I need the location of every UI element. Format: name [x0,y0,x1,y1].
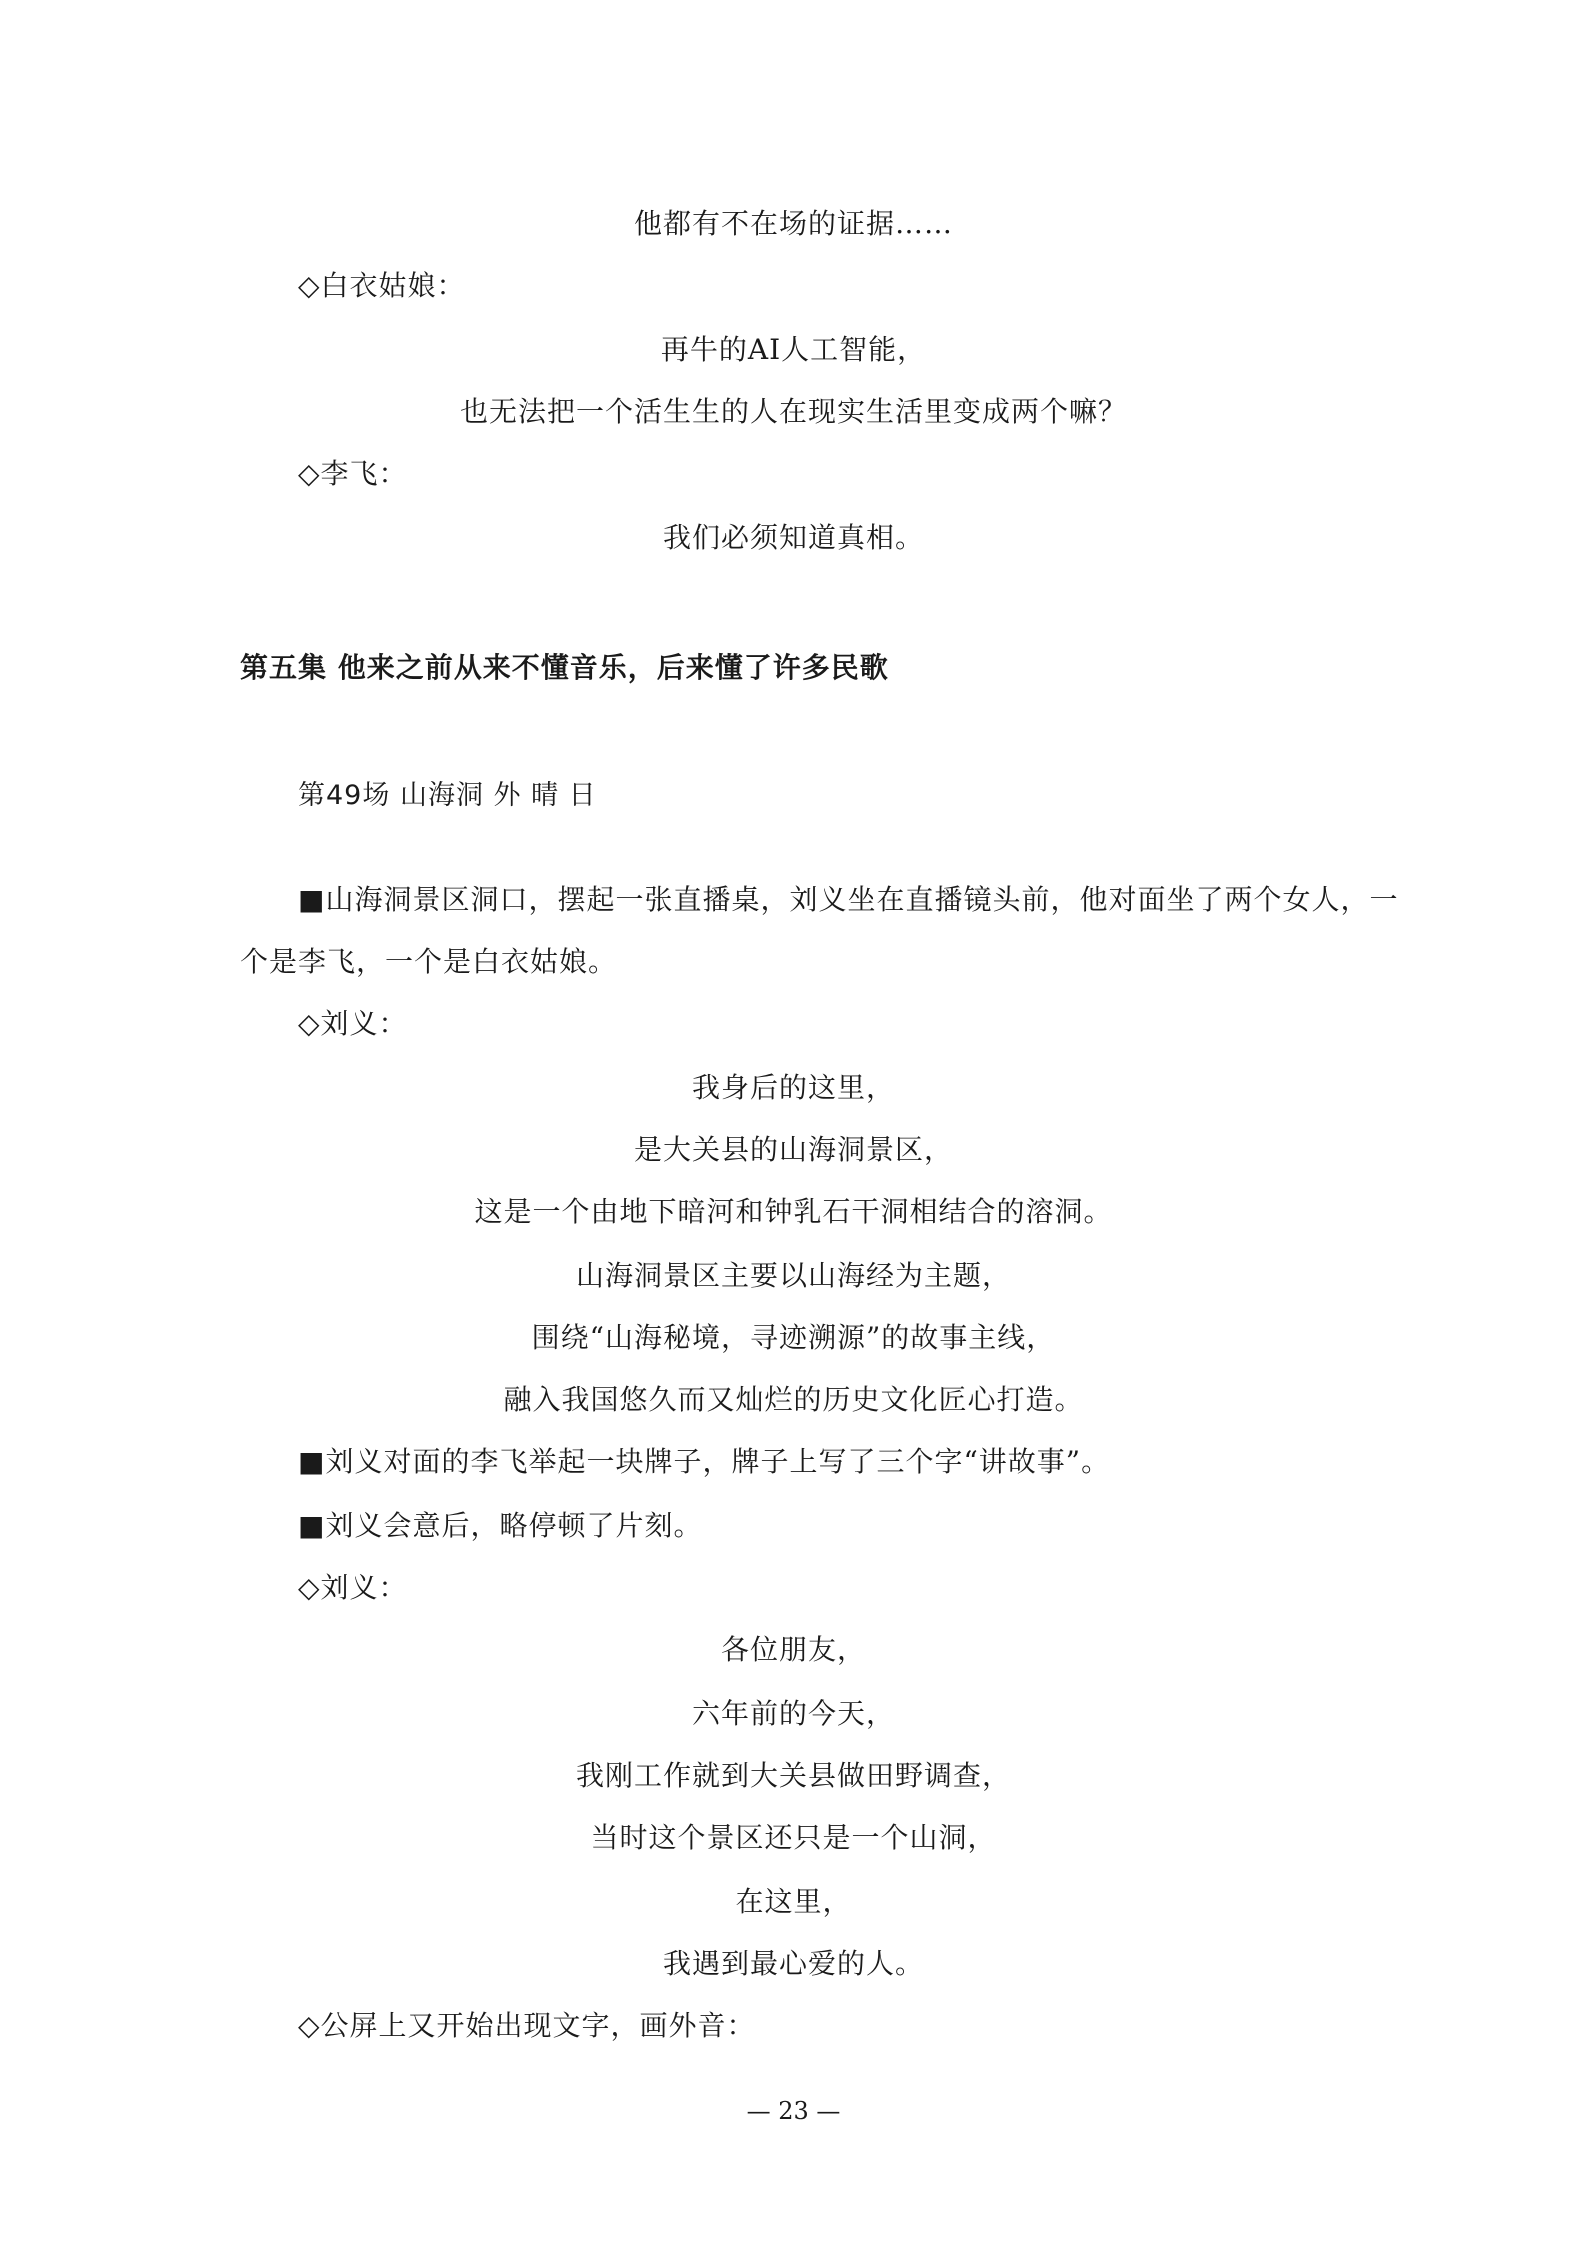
dialogue-line: 我刚工作就到大关县做田野调查， [575,1759,1011,1792]
action-line: ■山海洞景区洞口，摆起一张直播桌，刘义坐在直播镜头前，他对面坐了两个女人，一 [298,883,1399,916]
speaker-label: ◇刘义： [298,1571,408,1604]
dialogue-line: 我们必须知道真相。 [662,521,924,554]
speaker-label: ◇刘义： [298,1007,408,1040]
dialogue-line: 是大关县的山海洞景区， [633,1133,953,1166]
dialogue-line: 当时这个景区还只是一个山洞， [590,1821,997,1854]
action-line-continued: 个是李飞，一个是白衣姑娘。 [240,945,618,978]
dialogue-line: 他都有不在场的证据…… [633,207,953,240]
dialogue-line: 在这里， [735,1885,852,1918]
dialogue-line: 山海洞景区主要以山海经为主题， [575,1259,1011,1292]
action-line: ■刘义对面的李飞举起一块牌子，牌子上写了三个字“讲故事”。 [298,1445,1111,1478]
speaker-label: ◇白衣姑娘： [298,269,466,302]
page-number: — 23 — [746,2097,841,2125]
dialogue-line: 我遇到最心爱的人。 [662,1947,924,1980]
dialogue-line: 各位朋友， [720,1633,866,1666]
episode-heading: 第五集 他来之前从来不懂音乐，后来懂了许多民歌 [240,651,889,684]
speaker-label: ◇李飞： [298,457,408,490]
dialogue-line: 再牛的AI人工智能， [660,333,927,366]
dialogue-line: 也无法把一个活生生的人在现实生活里变成两个嘛？ [459,395,1127,428]
scene-heading: 第49场 山海洞 外 晴 日 [298,780,597,811]
dialogue-line: 围绕“山海秘境，寻迹溯源”的故事主线， [531,1321,1056,1354]
dialogue-line: 六年前的今天， [691,1697,895,1730]
dialogue-line: 我身后的这里， [691,1071,895,1104]
action-line: ■刘义会意后，略停顿了片刻。 [298,1509,703,1542]
dialogue-line: 融入我国悠久而又灿烂的历史文化匠心打造。 [503,1383,1084,1416]
dialogue-line: 这是一个由地下暗河和钟乳石干洞相结合的溶洞。 [474,1195,1113,1228]
speaker-label: ◇公屏上又开始出现文字，画外音： [298,2009,756,2042]
